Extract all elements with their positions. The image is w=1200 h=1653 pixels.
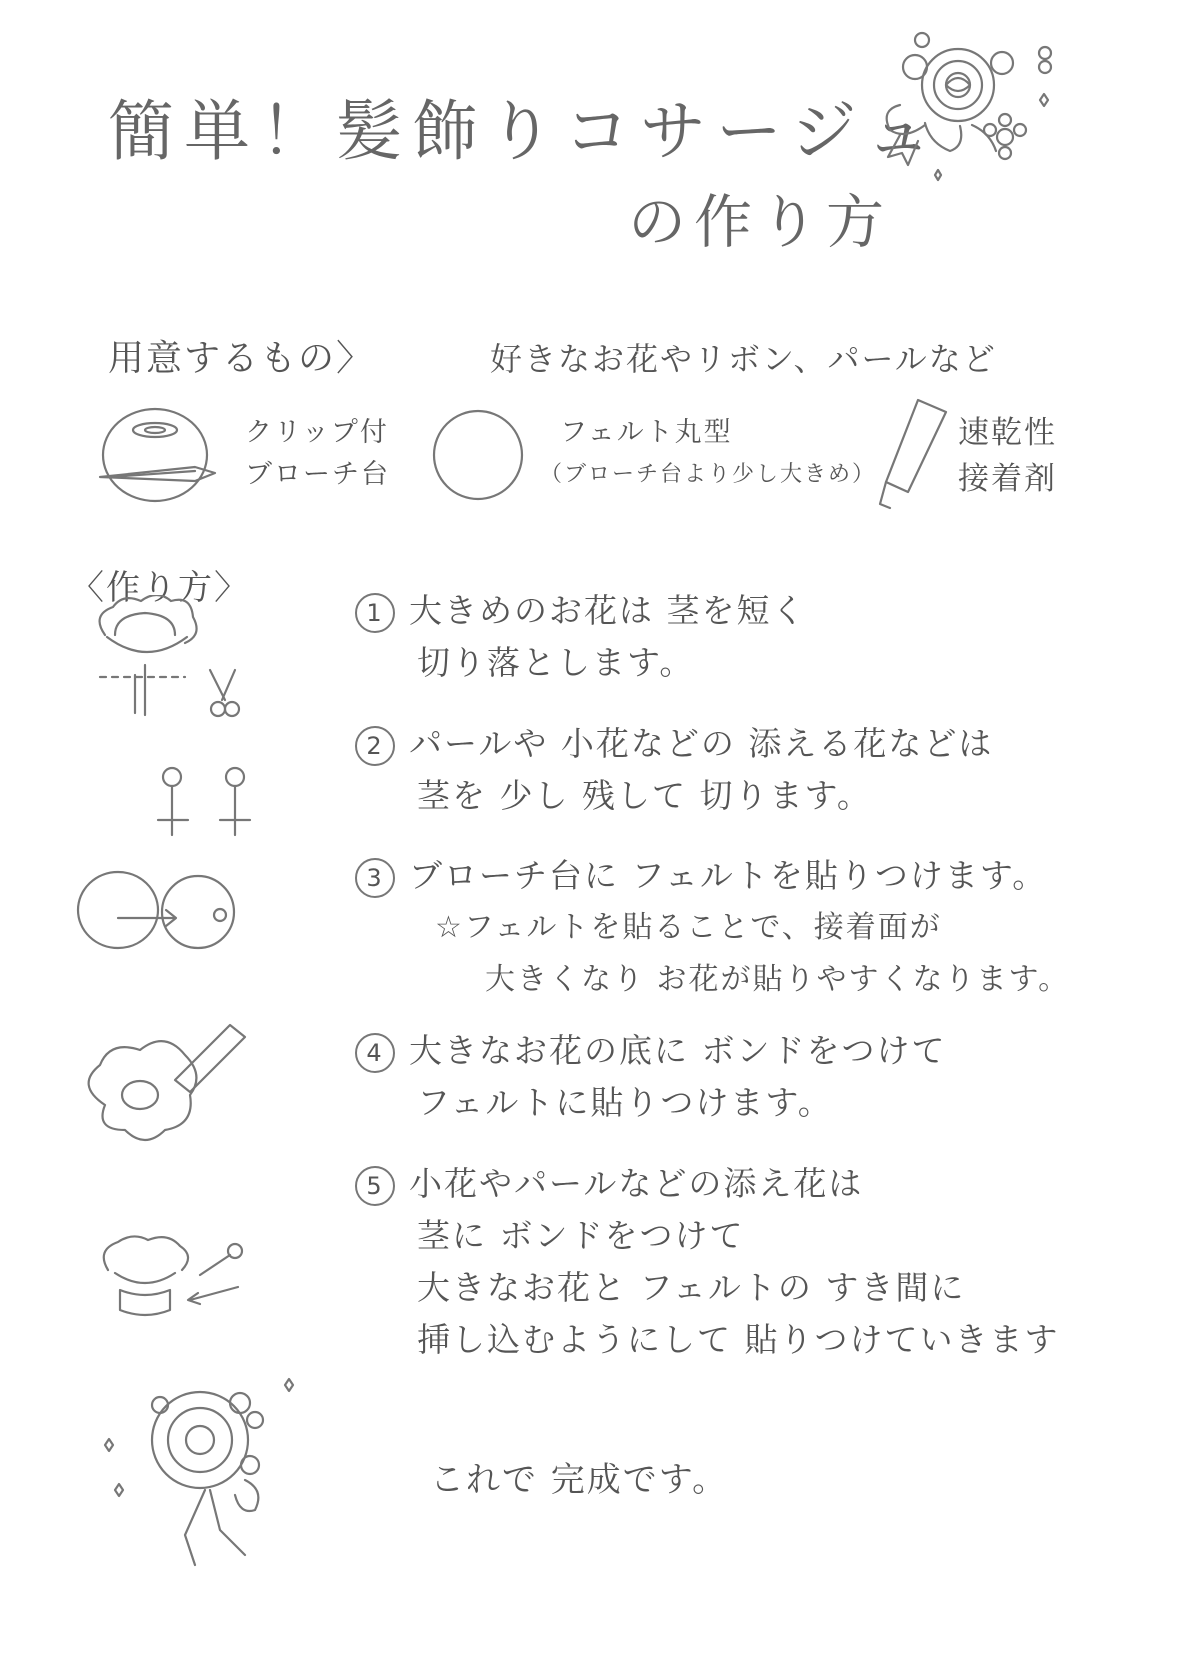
materials-items: 好きなお花やリボン、パールなど <box>490 340 997 378</box>
materials-label: 用意するもの〉 <box>108 338 375 379</box>
clip-brooch-label: クリップ付 ブローチ台 <box>245 417 390 490</box>
brooch-clip-icon <box>95 405 225 515</box>
page-title-line2: の作り方 <box>628 188 893 256</box>
finished-corsage-icon <box>90 1365 310 1595</box>
step-3: 3 ブローチ台に フェルトを貼りつけます。 ☆フェルトを貼ることで、接着面が 大きくなり お花が貼りやすくなります。 <box>355 850 1070 1006</box>
page-title-line1: 簡単！髪飾りコサージュ <box>108 93 942 170</box>
step-4: 4 大きなお花の底に ボンドをつけて フェルトに貼りつけます。 <box>355 1025 947 1129</box>
pearl-stem-icon <box>150 765 260 845</box>
step-1: 1 大きめのお花は 茎を短く 切り落とします。 <box>355 585 807 689</box>
felt-label: フェルト丸型 （ブローチ台より少し大きめ） <box>540 417 877 487</box>
sparkle-icon <box>285 1379 293 1391</box>
rose-corsage-icon <box>880 25 1080 195</box>
corsage-insert-icon <box>90 1235 260 1345</box>
glue-tube-icon <box>878 395 958 515</box>
glue-label: 速乾性 接着剤 <box>958 415 1057 497</box>
felt-circle-icon <box>428 405 528 505</box>
step-2: 2 パールや 小花などの 添える花などは 茎を 少し 残して 切ります。 <box>355 718 993 822</box>
step-5: 5 小花やパールなどの添え花は 茎に ボンドをつけて 大きなお花と フェルトの すき間に 挿し込むようにして 貼りつけていきます <box>355 1158 1060 1366</box>
scissors-icon <box>200 665 250 725</box>
felt-attach-icon <box>70 860 250 960</box>
how-to-label: 〈作り方〉 <box>70 568 250 608</box>
flower-glue-icon <box>75 1015 255 1175</box>
final-text: これで 完成です。 <box>430 1460 729 1500</box>
